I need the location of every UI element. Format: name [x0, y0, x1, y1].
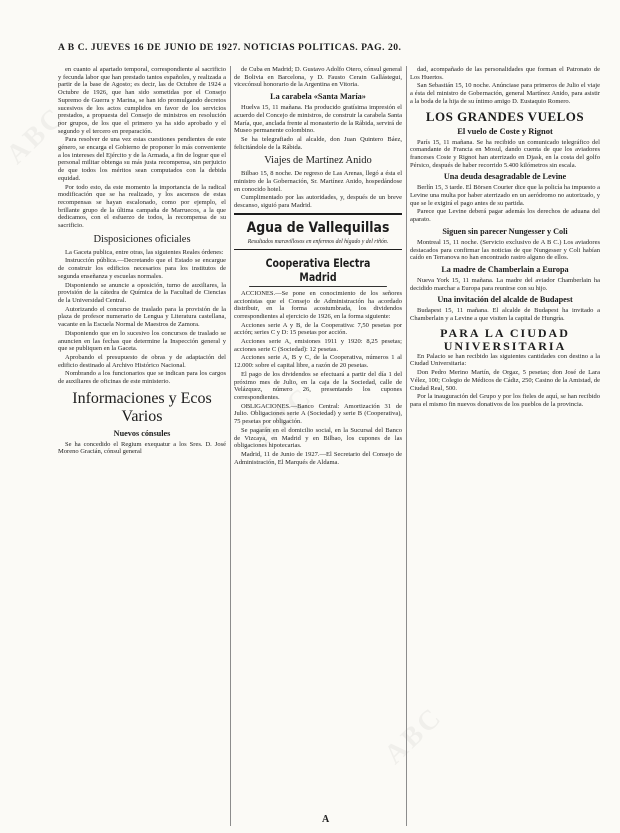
article-paragraph: La Gaceta publica, entre otras, las siguientes Reales órdenes:: [65, 248, 224, 256]
article-paragraph: El pago de los dividendos se efectuará a partir del día 1 del próximo mes de Julio, en la caja de la Sociedad, calle de Velázquez, número 26, presentando los cupones correspondientes.: [234, 370, 402, 401]
article-paragraph: OBLIGACIONES.—Banco Central: Amortización 31 de Julio. Obligaciones serie A (Sociedad) y serie B (Cooperativa), 75 pesetas por obligación.: [234, 402, 402, 426]
article-paragraph: Acciones serie A y B, de la Cooperativa: 7,50 pesetas por acción; series C y D: 15 pesetas por acción.: [234, 321, 402, 337]
article-paragraph: Por todo esto, da este momento la importancia de la radical modificación que se ha realizado, y los ascensos de estas recompensas se hayan escalonado, como por ejemplo, el brillante grupo de la última campaña de Marruecos, a la que dedicamos, con el esfuerzo de todos, la recompensa de su sacrificio.: [58, 183, 226, 230]
article-heading: Siguen sin parecer Nungesser y Coli: [442, 226, 568, 236]
ad-subtitle: Resultados maravillosos en enfermos del hígado y del riñón.: [247, 238, 389, 245]
article-paragraph: Cumplimentado por las autoridades, y, después de un breve descanso, siguió para Madrid.: [234, 194, 402, 210]
article-paragraph: Acciones serie A, emisiones 1911 y 1920: 8,25 pesetas; acciones serie C (Sociedad): 12 pesetas.: [234, 338, 402, 353]
footer-mark: A: [322, 814, 330, 825]
article-paragraph: Disponiendo que en lo sucesivo los concursos de traslado se anuncien en las fechas que determine la Inspección general y que se publiquen en la Gaceta.: [58, 329, 226, 353]
column-left: [58, 66, 226, 826]
section-heading: LOS GRANDES VUELOS: [425, 108, 585, 124]
section-subheading: El vuelo de Coste y Rignot: [457, 125, 553, 136]
article-heading: Una deuda desagradable de Levine: [443, 172, 567, 182]
column-divider: [406, 66, 407, 826]
article-heading: La madre de Chamberlain a Europa: [441, 264, 569, 274]
column-divider: [230, 66, 231, 826]
article-paragraph: Madrid, 11 de Junio de 1927.—El Secretario del Consejo de Administración, El Marqués de Aldama.: [234, 450, 402, 466]
article-paragraph: de Cuba en Madrid; D. Gustavo Adolfo Otero, cónsul general de Bolivia en Barcelona, y D. Fausto Cerain Gallástegui, vicecónsul honorario de la Argentina en Vitoria.: [234, 66, 402, 89]
article-paragraph: en cuanto al apartado temporal, correspondiente al sacrificio y fecunda labor que han prestado tantos españoles, y realizada a partir de la base de Agosto; es decir, las de Octubre de 1924 a Octubre de 1926, que han sido sometidas por el Consejo Supremo de Guerra y Marina, se han ido promulgando decretos sucesivos de los actos cumplidos en favor de los servicios prestados, a propuesta del Consejo de ministros en resolución por grupos, de los que el primero ya ha sido aprobado y el segundo y el tercero en preparación.: [58, 66, 226, 135]
article-heading: La carabela «Santa María»: [270, 92, 366, 102]
notice-title: Cooperativa Electra Madrid: [249, 256, 387, 287]
article-heading: Una invitación del alcalde de Budapest: [437, 295, 573, 305]
column-middle: [234, 66, 402, 826]
page-header: A B C. JUEVES 16 DE JUNIO DE 1927. NOTICIAS POLITICAS. PAG. 20.: [58, 42, 402, 53]
article-paragraph: Instrucción pública.—Decretando que el Estado se encargue de construir los edificios necesarios para los institutos de segunda enseñanza y escuelas normales.: [58, 257, 226, 280]
article-paragraph: San Sebastián 15, 10 noche. Anúnciase para primeros de Julio el viaje a ésta del ministro de Gobernación, general Martínez Anido, para asistir a la boda de la hija de su íntimo amigo D. Eustaquio Romero.: [410, 82, 600, 105]
article-paragraph: En Palacio se han recibido las siguientes cantidades con destino a la Ciudad Universitaria:: [410, 352, 600, 368]
section-heading: PARA LA CIUDAD UNIVERSITARIA: [440, 325, 570, 353]
article-paragraph: Se pagarán en el domicilio social, en la Sucursal del Banco de Vizcaya, en Madrid y en Bilbao, los cupones de las obligaciones hipotecarias.: [234, 426, 402, 450]
article-paragraph: Budapest 15, 11 mañana. El alcalde de Budapest ha invitado a Chamberlain y a Levine a que visiten la capital de Hungría.: [410, 307, 600, 323]
article-paragraph: Autorizando el concurso de traslado para la provisión de la plaza de profesor numerario de Lengua y Literatura castellana, vacante en la Escuela Normal de Maestros de Zamora.: [58, 305, 226, 329]
article-paragraph: Bilbao 15, 8 noche. De regreso de Las Arenas, llegó a ésta el ministro de la Gobernación, Sr. Martínez Anido, hospedándose en conocido hotel.: [234, 170, 402, 193]
article-paragraph: ACCIONES.—Se pone en conocimiento de los señores accionistas que el Consejo de Administración ha acordado distribuir, en la forma acostumbrada, los dividendos correspondientes al ejercicio de 1926, en la forma siguiente:: [234, 289, 402, 320]
article-paragraph: Se ha telegrafiado al alcalde, don Juan Quintero Báez, felicitándole de la Rábida.: [234, 135, 402, 151]
article-heading: Nuevos cónsules: [113, 428, 171, 438]
article-paragraph: Se ha concedido el Regium exequatur a los Sres. D. José Moreno Gracián, cónsul general: [58, 440, 226, 456]
article-paragraph: Don Pedro Merino Martín, de Orgaz, 5 pesetas; don José de Lara Vélez, 100; Colegio de Médicos de Cádiz, 250; Casino de la Amistad, de Ciudad Real, 500.: [410, 369, 600, 392]
section-heading: Disposiciones oficiales: [93, 233, 191, 245]
article-paragraph: Nueva York 15, 11 mañana. La madre del aviador Chamberlain ha decidido marchar a Europa para reunirse con su hijo.: [410, 276, 600, 292]
section-heading: Informaciones y Ecos Varios: [72, 389, 212, 425]
article-paragraph: dad, acompañado de las personalidades que forman el Patronato de Los Huertos.: [410, 66, 600, 81]
article-paragraph: Nombrando a los funcionarios que se indican para los cargos de auxiliares de oficinas de este ministerio.: [58, 370, 226, 386]
advertisement: [234, 213, 402, 250]
article-paragraph: Montreal 15, 11 noche. (Servicio exclusivo de A B C.) Los aviadores destacados para confirmar las noticias de que Nungesser y Coli habían caído en Terranova no han encontrado rastro alguno de ellos.: [410, 238, 600, 262]
column-right: [410, 66, 600, 826]
article-paragraph: Berlín 15, 3 tarde. El Börsen Courier dice que la policía ha impuesto a Levine una multa por haber aterrizado en un aeródromo no autorizado, y que se le exigirá el pago antes de su partida.: [410, 184, 600, 207]
article-paragraph: Parece que Levine deberá pagar además los derechos de aduana del aparato.: [410, 208, 600, 224]
article-paragraph: Acciones serie A, B y C, de la Cooperativa, números 1 al 12.000: sobre el capital libre, a razón de 20 pesetas.: [234, 354, 402, 370]
ad-title: Agua de Vallequillas: [246, 219, 390, 236]
article-paragraph: Huelva 15, 11 mañana. Ha producido gratísima impresión el acuerdo del Concejo de ministros, de construir la carabela Santa María, que, anclada frente al monasterio de la Rábida, servirá de Museo permanente colombino.: [234, 104, 402, 135]
article-paragraph: Por la inauguración del Grupo y por los fieles de aquí, se han recibido para el mismo fin nuevos donativos de los pueblos de la provincia.: [410, 393, 600, 408]
article-paragraph: Para resolver de una vez estas cuestiones pendientes de este género, se encarga el Gobierno de proponer lo más conveniente a los intereses del Ejército y de la Armada, a fin de lograr que el personal militar obtenga su más justa recompensa, sin perjuicio de que todos los méritos sean computados con la debida equidad.: [58, 136, 226, 182]
article-heading: Viajes de Martínez Anido: [264, 155, 372, 167]
article-paragraph: Aprobando el presupuesto de obras y de adaptación del edificio destinado al Archivo Histórico Nacional.: [58, 353, 226, 369]
article-paragraph: París 15, 11 mañana. Se ha recibido un comunicado telegráfico del comandante de Francia en Mosul, dando cuenta de que los aviadores franceses Coste y Rignot han aterrizado en Djask, en la costa del golfo Pérsico, después de haber recorrido 5.400 kilómetros sin escala.: [410, 138, 600, 169]
article-paragraph: Disponiendo se anuncie a oposición, turno de auxiliares, la provisión de la cátedra de Química de la Facultad de Ciencias de la Universidad Central.: [58, 281, 226, 304]
